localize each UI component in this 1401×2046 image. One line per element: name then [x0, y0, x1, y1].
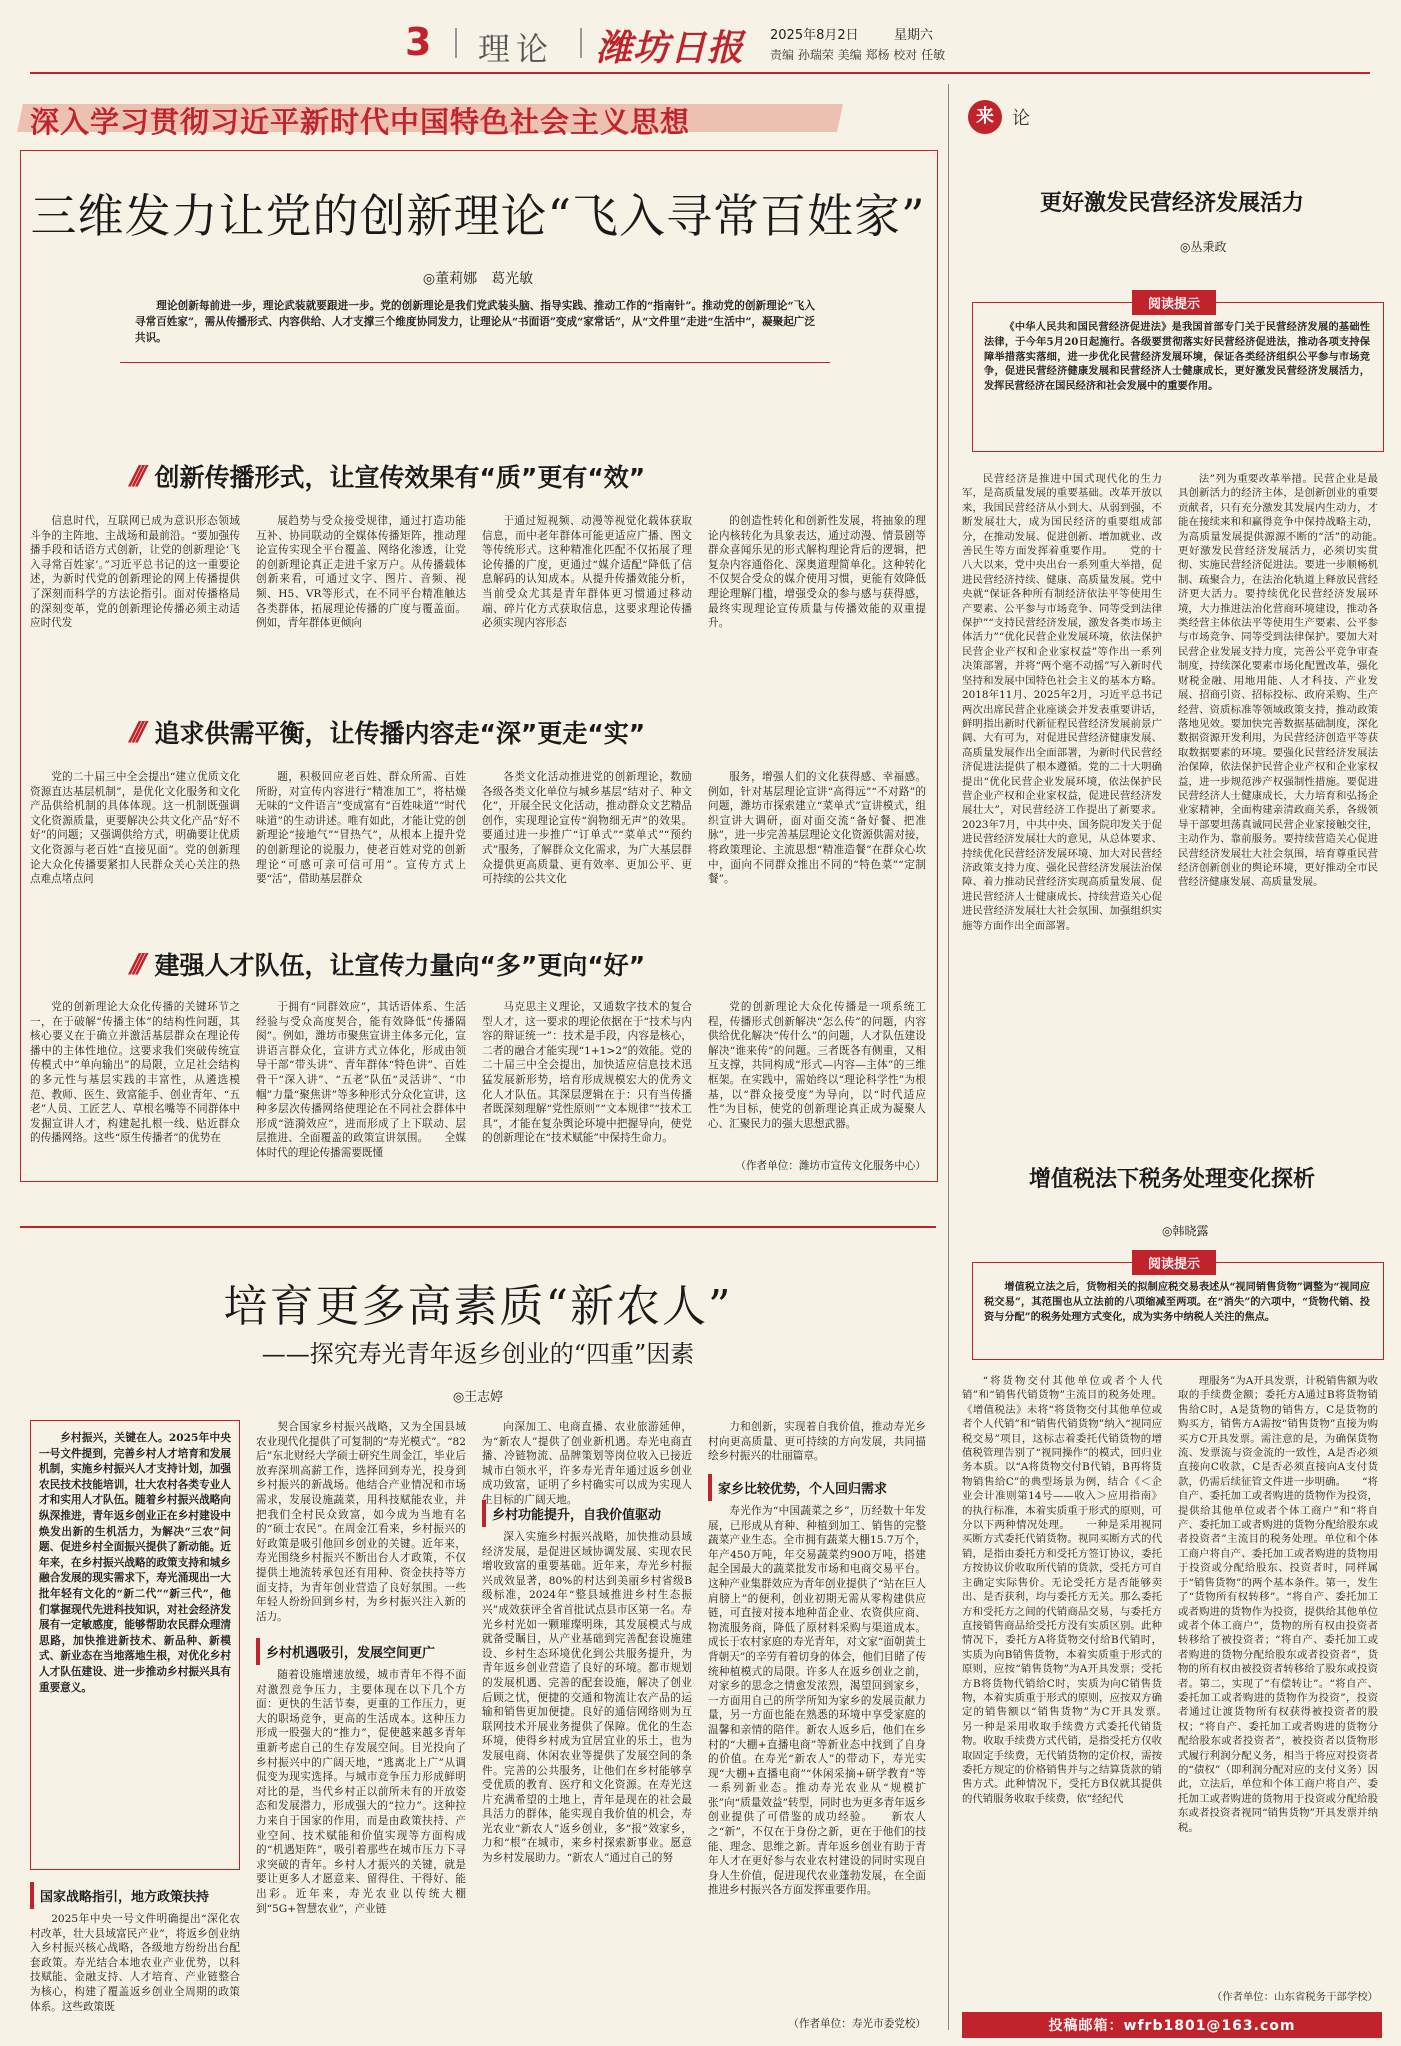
side1-tag-text: 论 [1012, 108, 1030, 129]
article2-subtitle: ——探究寿光青年返乡创业的“四重”因素 [261, 1340, 695, 1368]
side1-pill-label: 阅读提示 [1132, 290, 1216, 315]
section1-title: 创新传播形式，让宣传效果有“质”更有“效” [154, 463, 646, 492]
a2-col3b: 深入实施乡村振兴战略，加快推动县域经济发展，是促进区域协调发展、实现农民增收致富的重要基础。近年来，寿光乡村振兴成效显著，80%的村达到美丽乡村省级B级标准，2024年“整县域推进乡村生态振兴”成效获评全省首批试点县市区第一名。寿光乡村光如一颗璀璨明珠，其发展模式与成就备受瞩目，从产业基础到完善配套设施建设、乡村生态环境优化到公共服务提升，为青年返乡创业营造了良好的环境。都市规划的发展机遇、完善的配套设施，解决了创业后顾之忧，便捷的交通和物流让农产品的运输和销售更加便捷。良好的通信网络则为互联网技术开展业务提供了保障。优化的生态环境，使得乡村成为宜居宜业的乐土，也为发展电商、休闲农业等提供了发展空间的条件。完善的公共服务，让他们在乡村能够享受优质的教育、医疗和文化资源。在寿光这片充满希望的土地上，青年是现在的社会最具活力的群体，能实现自我价值的机会，寿光农业“新农人”返乡创业，多“报”效家乡，力和“根”在城市，来乡村探索新事业。愿意为乡村发展助力。“新农人”通过自己的努 [482, 1531, 692, 1865]
masthead [0, 0, 1401, 74]
side2-title: 增值税法下税务处理变化探析 [1028, 1167, 1315, 1192]
section-marks-icon: /// [130, 717, 141, 747]
side2-abstract: 增值税立法之后，货物相关的拟制应税交易表述从“视同销售货物”调整为“视同应税交易”，其范围也从立法前的八项缩减至两项。在“消失”的六项中，“货物代销、投资与分配”的税务处理方式变化，成为实务中纳税人关注的焦点。 [984, 1281, 1370, 1323]
a1-s3-col3: 马克思主义理论，又通数字技术的复合型人才，这一要求的理论依据在于“技术与内容的辩证统一”：技术是手段，内容是核心，二者的融合才能实现“1+1>2”的效能。党的二十届三中全会提出，加快适应信息技术迅猛发展新形势，培育形成规模宏大的优秀文化人才队伍。其深层逻辑在于：只有当传播者既深刻理解“党性原则”“文本规律”“技术工具”，才能在复杂舆论环境中把握导向，使党的创新理论在“技术赋能”中保持生命力。 [482, 1001, 692, 1145]
article1-abstract: 理论创新每前进一步，理论武装就要跟进一步。党的创新理论是我们党武装头脑、指导实践、推动工作的“指南针”。推动党的创新理论“飞入寻常百姓家”，需从传播形式、内容供给、人才支撑三个维度协同发力，让理论从“书面语”变成“家常话”，从“文件里”走进“生活中”，凝聚起广泛共识。 [135, 300, 815, 344]
side1-col2: 法”列为重要改革举措。民营企业是最具创新活力的经济主体，是创新创业的重要贡献者，只有充分激发其发展内生动力，才能在接续来和和赢得竞争中保持战略主动，为高质量发展提供源源不断的“活”的动能。 更好激发民营经济发展活力，必须切实贯彻、实施民营经济促进法。要进一步顺畅机制、疏聚合力，在法治化轨道上释放民营经济更大活力。要持续优化民营经济发展环境，大力推进法治化营商环境建设，推动各类经营主体依法平等使用生产要素、公平参与市场竞争、同等受到法律保护。要加大对民营企业发展支持力度，完善公平竞争审查制度，持续深化要素市场化配置改革，强化财税金融、用地用能、人才科技、产业发展、招商引资、招标投标、政府采购、生产经营、资质标准等领域政策支持，推动政策落地见效。要加快完善数据基础制度，深化数据资源开发利用，为民营经济创造平等获取数据要素的环境。要强化民营经济发展法治保障，依法保护民营企业产权和企业家权益，进一步规范涉产权强制性措施。要促进民营经济人士健康成长，大力培育和弘扬企业家精神，全面构建亲清政商关系，各级领导干部要坦荡真诚同民营企业家接触交往，主动作为、靠前服务。要持续营造关心促进民营经济发展壮大社会氛围，培育尊重民营经济创新创业的舆论环境，更好推动全市民营经济健康发展、高质量发展。 [1178, 473, 1399, 889]
side1-col1: 民营经济是推进中国式现代化的生力军，是高质量发展的重要基础。改革开放以来，我国民营经济从小到大、从弱到强，不断发展壮大，成为国民经济的重要组成部分，在推动发展、促进创新、增加就业、改善民生等方面发挥着重要作用。 党的十八大以来，党中央出台一系列重大举措，促进民营经济持续、健康、高质量发展。党中央就“保证各种所有制经济依法平等使用生产要素、公平参与市场竞争、同等受到法律保护”“支持民营经济发展，激发各类市场主体活力”“优化民营企业发展环境，依法保护民营企业产权和企业家权益”等作出一系列决策部署，并将“两个毫不动摇”写入新时代坚持和发展中国特色社会主义的基本方略。2018年11月、2025年2月，习近平总书记两次出席民营企业座谈会并发表重要讲话，鲜明指出新时代新征程民营经济发展前景广阔、大有可为，对促进民营经济健康发展、高质量发展作出全面部署，为新时代民营经济促进法提供了根本遵循。党的二十大明确提出“优化民营企业发展环境，依法保护民营企业产权和企业家权益，促进民营经济发展壮大”，对民营经济工作提出了新要求。2023年7月，中共中央、国务院印发关于促进民营经济发展壮大的意见，从总体要求、持续优化民营经济发展环境、加大对民营经济政策支持力度、强化民营经济发展法治保障、着力推动民营经济实现高质量发展、促进民营经济人士健康成长、持续营造关心促进民营经济发展壮大社会氛围、加强组织实施等方面作出全面部署。 [962, 473, 1162, 932]
masthead-rule [30, 72, 1370, 74]
article2-abstract-box [30, 1420, 240, 1870]
section3-title: 建强人才队伍，让宣传力量向“多”更向“好” [154, 951, 646, 980]
a1-author-unit: （作者单位：潍坊市宣传文化服务中心） [735, 1160, 926, 1172]
a2-col2: 契合国家乡村振兴战略，又为全国县域农业现代化提供了可复制的“寿光模式”。“82后”东北财经大学硕士研究生周金江，毕业后放弃深圳高薪工作，选择回到寿光，投身到乡村振兴的新战场。他结合产业情况和市场需求，发展设施蔬菜，用科技赋能农业，并把我们全村民众致富，如今成为当地有名的“硕士农民”。在周金江看来，乡村振兴的好政策是吸引他回乡创业的关键。近年来，寿光围绕乡村振兴不断出台人才政策，不仅提供土地流转承包还有用种、资金扶持等方面支持，为青年创业营造了良好氛围。一些年轻人纷纷回到乡村，为乡村振兴注入新的活力。 [256, 1421, 466, 1623]
side1-tag [968, 100, 1030, 134]
a2-col4: 力和创新，实现着自我价值，推动寿光乡村向更高质量、更可持续的方向发展，共同描绘乡村振兴的壮丽篇章。 [708, 1421, 926, 1463]
side1-abstract-wrap [984, 320, 1370, 444]
a1-s1-col4: 的创造性转化和创新性发展，将抽象的理论内核转化为具象表达，通过动漫、情景剧等群众喜闻乐见的形式解构理论背后的逻辑，把复杂内容通俗化、深奥道理简单化。这种转化不仅契合受众的媒介使用习惯，更能有效降低理论理解门槛，增强受众的参与感与获得感，最终实现理论宣传质量与传播效能的双重提升。 [708, 515, 926, 630]
a1-s2-col4: 服务，增强人们的文化获得感、幸福感。例如，针对基层理论宣讲“高得远”“不对路”的问题，潍坊市探索建立“菜单式”宣讲模式，组织宣讲大调研，面对面交流“备好餐、把准脉”，进一步完善基层理论文化资源供需对接，将政策理论、主流思想“精准造餐”在群众心坎中，面向不同群众推出不同的“特色菜”“定制餐”。 [708, 771, 926, 886]
section1-heading [130, 458, 830, 494]
a1-s1-col1: 信息时代，互联网已成为意识形态领域斗争的主阵地、主战场和最前沿。“要加强传播手段和话语方式创新，让党的创新理论‘飞入寻常百姓家’。”习近平总书记的这一重要论述，为新时代党的创新理论的网上传播提供了深刻而科学的方法论指引。面对传播格局的深刻变革，党的创新理论传播必须主动适应时代发 [30, 515, 240, 630]
weekday: 星期六 [894, 28, 934, 43]
side2-pill [1132, 1250, 1216, 1275]
a2-col3: 向深加工、电商直播、农业旅游延伸，为“新农人”提供了创业新机遇。寿光电商直播、冷链物流、品牌策划等岗位收入已接近城市白领水平，许多寿光青年通过返乡创业成功致富，证明了乡村确实可以成为实现人生目标的广阔天地。 [482, 1421, 692, 1506]
side2-col1: “将货物交付其他单位或者个人代销”和“销售代销货物”主流目的税务处理。《增值税法》未将“将货物交付其他单位或者个人代销”和“销售代销货物”纳入“视同应税交易”项目，这标志着委托代销货物的增值税管理告别了“视同操作”的模式，回归业务本质。以“A将货物交付B代销，B再将货物销售给C”的典型场景为例，结合《＜企业会计准则第14号——收入＞应用指南》的执行标准，本着实质重于形式的原则，可分以下两种情况处理。 一种是采用视同买断方式委托代销货物。视同买断方式的代销，是指由委托方和受托方签订协议，委托方按协议价收取所代销的货款，受托方可自主确定实际售价。无论受托方是否能够卖出、是否获利，均与委托方无关。那么委托方和受托方之间的代销商品交易，与委托方直接销售商品给受托方没有实质区别。此种情况下，委托方A将货物交付给B代销时，实质为向B销售货物，本着实质重于形式的原则，应按“销售货物”为A开具发票；受托方B将货物代销给C时，实质为向C销售货物，本着实质重于形式的原则，应按双方确定的销售额以“销售货物”为C开具发票。 另一种是采用收取手续费方式委托代销货物。收取手续费方式代销，是指受托方仅收取固定手续费，无代销货物的定价权，需按委托方规定的价格销售并与之结算货款的销售方式。此种情况下，受托方B仅就其提供的代销服务收取手续费，依“经纪代 [962, 1375, 1183, 1805]
a1-s2-col1: 党的二十届三中全会提出“建立优质文化资源直达基层机制”，是优化文化服务和文化产品供给机制的具体体现。这一机制既强调文化资源质量，更要解决公共文化产品“好不好”的问题；又强调供给方式，明确要让优质文化资源与老百姓“直接见面”。党的创新理论大众化传播要紧扣人民群众关心关注的热点难点堵点问 [30, 771, 240, 886]
a2-col1b: 2025年中央一号文件明确提出“深化农村改革，壮大县域富民产业”，将返乡创业纳入乡村振兴核心战略，各级地方纷纷出台配套政策。寿光结合本地农业产业优势，以科技赋能、金融支持、人才培育、产业链整合为核心，构建了覆盖返乡创业全周期的政策体系。这些政策既 [30, 1913, 240, 2013]
section2-title: 追求供需平衡，让传播内容走“深”更走“实” [154, 719, 646, 748]
side2-byline: ◎韩晓露 [1162, 1224, 1209, 1238]
section2-heading [130, 714, 830, 750]
a1-s1-col2: 展趋势与受众接受规律，通过打造功能互补、协同联动的全媒体传播矩阵，推动理论宣传实现全平台覆盖、网络化渗透，让党的创新理论真正走进千家万户。从传播载体创新来看，可通过文字、图片、音频、视频、H5、VR等形式，在不同平台精准触达各类群体，拓展理论传播的广度与覆盖面。例如，青年群体更倾向 [256, 515, 466, 630]
side1-pill [1132, 290, 1216, 315]
article1-abstract-box [135, 298, 815, 346]
side2-pill-label: 阅读提示 [1132, 1250, 1216, 1275]
a1-s3-col2: 于拥有“同群效应”，其话语体系、生活经验与受众高度契合，能有效降低“传播隔阂”。例如，潍坊市聚焦宣讲主体多元化，宣讲语言群众化，宣讲方式立体化，形成由领导干部“带头讲”、青年群体“特色讲”、百姓骨干“深入讲”、“五老”队伍“灵活讲”、“巾帼”力量“聚焦讲”等多种形式分众化宣讲，这种多层次传播网络使理论在不同社会群体中形成“涟漪效应”，进而形成了上下联动、层层推进、全面覆盖的政策宣讲氛围。 全媒体时代的理论传播需要既懂 [256, 1001, 466, 1159]
section-marks-icon: /// [130, 949, 141, 979]
section-name: 理论 [478, 30, 555, 68]
a2-heading-3: 乡村功能提升，自我价值驱动 [482, 1500, 692, 1527]
column-banner [10, 86, 950, 150]
submission-email: 投稿邮箱：wfrb1801@163.com [1048, 2018, 1296, 2034]
article2-title: 培育更多高素质“新农人” [223, 1281, 733, 1332]
a2-h2 [256, 1638, 466, 1665]
a2-col4b: 寿光作为“中国蔬菜之乡”，历经数十年发展，已形成从育种、种植到加工、销售的完整蔬菜产业生态。全市拥有蔬菜大棚15.7万个，年产450万吨，年交易蔬菜约900万吨，搭建起全国最大的蔬菜批发市场和电商交易平台。这种产业集群效应为青年创业提供了“站在巨人肩膀上”的便利，创业初期无需从零构建供应链，可直接对接本地种苗企业、农资供应商、物流服务商，降低了原材料采购与渠道成本。成长于农村家庭的寿光青年，对文家“面朝黄土背朝天”的辛劳有着切身的体会，他们目睹了传统种植模式的局限。许多人在返乡创业之前，对家乡的思念之情愈发浓烈，渴望回到家乡，一方面用自己的所学所知为家乡的发展贡献力量，另一方面也能在熟悉的环境中享受家庭的温馨和亲情的陪伴。新农人返乡后，他们在乡村的“大棚+直播电商”等新业态中找到了自身的价值。在寿光“新农人”的带动下，寿光实现“大棚+直播电商”“休闲采摘+研学教育”等一系列新业态。推动寿光农业从“规模扩张”向“质量效益”转型，同时也为更多青年返乡创业提供了可借鉴的成功经验。 新农人之“新”，不仅在于身份之新，更在于他们的技能、理念、思维之新。青年返乡创业有助于青年人才在更好参与农业农村建设的同时实现自身人生价值，促进现代农业蓬勃发展，在全面推进乡村振兴各方面发挥重要作用。 [708, 1505, 926, 1897]
a1-s2-col2: 题，积极回应老百姓、群众所需、百姓所盼，对宣传内容进行“精准加工”，将枯燥无味的“文件语言”变成富有“百姓味道”“时代味道”的生动讲述。唯有如此，才能让党的创新理论“接地气”“冒热气”，从根本上提升党的创新理论的说服力，使老百姓对党的创新理论“可感可亲可信可用”。宣传方式上要“活”，借助基层群众 [256, 771, 466, 886]
a1-s2-col3: 各类文化活动推进党的创新理论，数励各级各类文化单位与城乡基层“结对子、种文化”，开展全民文化活动，推动群众文艺精品创作，实现理论宣传“润物细无声”的效果。要通过进一步推广“订单式”“菜单式”“预约式”服务，了解群众文化需求，为广大基层群众提供更高质量、更有效率、更加公平、更可持续的公共文化 [482, 771, 692, 886]
side1-title: 更好激发民营经济发展活力 [1039, 191, 1304, 216]
article2-top-rule [20, 1226, 936, 1228]
a2-h4 [708, 1474, 926, 1501]
side1-abstract: 《中华人民共和国民营经济促进法》是我国首部专门关于民营经济发展的基础性法律，于今年5月20日起施行。各级要贯彻落实好民营经济促进法，推动各项支持保障举措落实落细，进一步优化民营经济发展环境，保证各类经济组织公平参与市场竞争，促进民营经济健康发展和民营经济人士健康成长，更好激发民营经济发展活力，发挥民营经济在国民经济和社会发展中的重要作用。 [984, 321, 1370, 393]
a2-heading-4: 家乡比较优势，个人回归需求 [708, 1474, 926, 1501]
a2-col2b: 随着设施增速放缓，城市青年不得不面对激烈竞争压力，主要体现在以下几个方面：更快的生活节奏，更重的工作压力，更大的职场竞争，更高的生活成本。这种压力形成一股强大的“推力”，促使越来越多青年重新考虑自己的生存发展空间。目光投向了乡村振兴中的广阔天地，“逃离北上广”从调侃变为现实选择。与城市竞争压力形成鲜明对比的是，当代乡村正以前所未有的开放姿态和发展潜力，形成强大的“拉力”。这种拉力来自于国家的作用，而是由政策扶持、产业空间、技术赋能和价值实现等方面构成的“机遇矩阵”，吸引着那些在城市压力下寻求突破的青年。乡村人才振兴的关键，就是要让更多人才愿意来、留得住、干得好、能出彩。近年来，寿光农业以传统大棚到“5G+智慧农业”，产业链 [256, 1669, 466, 1915]
a1-s3-col4: 党的创新理论大众化传播是一项系统工程，传播形式创新解决“怎么传”的问题，内容供给优化解决“传什么”的问题，人才队伍建设解决“谁来传”的问题。三者既各有侧重，又相互支撑，共同构成“形式—内容—主体”的三维框架。在实践中，需始终以“理论科学性”为根基，以“群众接受度”为导向，以“时代适应性”为目标，使党的创新理论真正成为凝聚人心、汇聚民力的强大思想武器。 [708, 1001, 926, 1130]
a2-heading-1: 国家战略指引，地方政策扶持 [30, 1882, 240, 1909]
side2-abstract-wrap [984, 1280, 1370, 1352]
side2-col2: 理服务”为A开具发票，计税销售额为收取的手续费金额；委托方A通过B将货物销售给C时，A是货物的销售方，C是货物的购买方，销售方A需按“销售货物”直接为购买方C开具发票。需注意的是，为确保货物流、发票流与资金流的一致性，A是否必须直接向C收款，C是否必须直接向A支付货款，仍需后续征管文件进一步明确。 “将自产、委托加工或者购进的货物作为投资，提供给其他单位或者个体工商户”和“将自产、委托加工或者购进的货物分配给股东或者投资者”主流目的税务处理。单位和个体工商户将自产、委托加工或者购进的货物用于投资或分配给股东、投资者时，同样属于“销售货物”的两个基本条件。第一，发生了“货物所有权转移”。“将自产、委托加工或者购进的货物作为投资，提供给其他单位或者个体工商户”，货物的所有权由投资者转移给了被投资者；“将自产、委托加工或者购进的货物分配给股东或者投资者”，货物的所有权由被投资者转移给了股东或投资者。第二，实现了“有偿转让”。“将自产、委托加工或者购进的货物作为投资”，投资者通过让渡货物所有权获得被投资者的股权；“将自产、委托加工或者购进的货物分配给股东或者投资者”，被投资者以货物形式履行利润分配义务，相当于将应对投资者的“债权”（即利润分配对应的支付义务）因此，立法后，单位和个体工商户将自产、委托加工或者购进的货物用于投资或分配给股东或者投资者视同“销售货物”开具发票并纳税。 [1178, 1375, 1378, 1834]
article2-byline: ◎王志婷 [452, 1390, 504, 1405]
a2-h1 [30, 1882, 240, 1909]
side1-tag-badge: 来 [968, 100, 1002, 134]
page-number: 3 [405, 20, 432, 64]
newspaper-logo: 潍坊日报 [596, 27, 745, 69]
side1-byline: ◎丛秉政 [1180, 240, 1227, 254]
masthead-divider-2 [580, 28, 582, 58]
a2-author-unit: （作者单位：寿光市委党校） [788, 2018, 926, 2030]
masthead-divider [455, 28, 457, 58]
side2-author-unit: （作者单位：山东省税务干部学校） [1211, 1991, 1378, 2003]
abstract-rule [120, 362, 830, 363]
editor-credits: 责编 孙瑞荣 美编 郑杨 校对 任敏 [770, 48, 946, 62]
section3-heading [130, 946, 830, 982]
section-marks-icon: /// [130, 461, 141, 491]
issue-date: 2025年8月2日 [770, 28, 859, 43]
a1-s1-col3: 于通过短视频、动漫等视觉化载体获取信息，而中老年群体可能更适应广播、图文等传统形式。这种精准化匹配不仅拓展了理论传播的广度，更通过“媒介适配”降低了信息解码的认知成本。从提升传播效能分析，当前受众尤其是青年群体更习惯通过移动端、碎片化方式获取信息，这要求理论传播必须实现内容形态 [482, 515, 692, 630]
article2-abstract: 乡村振兴，关键在人。2025年中央一号文件提到，完善乡村人才培育和发展机制，实施乡村振兴人才支持计划，加强农民技术技能培训，壮大农村各类专业人才和实用人才队伍。随着乡村振兴战略向纵深推进，青年返乡创业正在乡村建设中焕发出新的生机活力，为解决“三农”问题、促进乡村全面振兴提供了新动能。近年来，在乡村振兴战略的政策支持和城乡融合发展的现实需求下，寿光涌现出一大批年轻有文化的“新二代”“新三代”，他们掌握现代先进科技知识，对社会经济发展有一定敏感度，能够帮助农民群众理清思路，加快推进新技术、新品种、新模式、新业态在当地落地生根，对优化乡村人才队伍建设、进一步推动乡村振兴具有重要意义。 [39, 1432, 231, 1694]
article1-byline: ◎董莉娜 葛光敏 [422, 271, 534, 287]
article1-title: 三维发力让党的创新理论“飞入寻常百姓家” [30, 189, 926, 243]
a2-h3 [482, 1500, 692, 1527]
right-column-divider [948, 84, 949, 2030]
submission-footer [962, 2012, 1382, 2038]
a2-heading-2: 乡村机遇吸引，发展空间更广 [256, 1638, 466, 1665]
a1-s3-col1: 党的创新理论大众化传播的关键环节之一，在于破解“传播主体”的结构性问题，其核心要义在于确立并激活基层群众在理论传播中的主体性地位。这要求我们突破传统宣传模式中“单向输出”的局限，立足社会结构的多元性与基层实践的丰富性，从遴选模范、教师、医生、致富能手、创业青年、“五老”人员、工匠艺人、草根名嘴等不同群体中发掘宣讲人才，构建起扎根一线、贴近群众的传播网络。这些“原生传播者”的优势在 [30, 1001, 240, 1145]
banner-title: 深入学习贯彻习近平新时代中国特色社会主义思想 [30, 105, 691, 139]
